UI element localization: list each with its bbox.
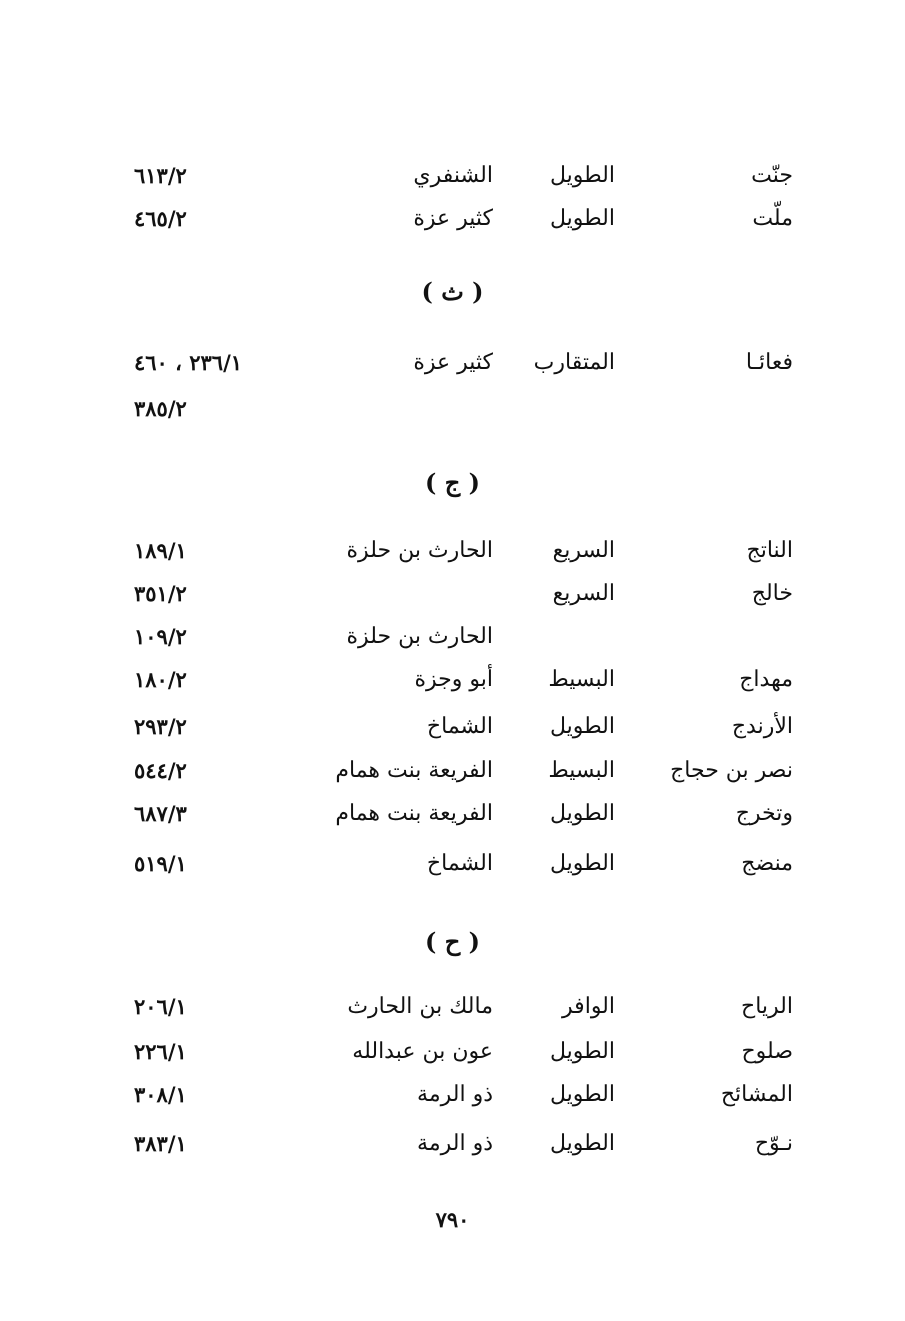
meter-name: الطويل [549, 163, 615, 188]
page-reference: ٢٣٦/١ ، ٤٦٠ [134, 350, 243, 375]
poet-name: ذو الرمة [417, 1082, 493, 1107]
index-row [0, 794, 905, 834]
meter-name: الطويل [549, 1131, 615, 1156]
meter-name: المتقارب [533, 350, 615, 375]
poet-name: أبو وجزة [414, 667, 493, 692]
meter-name: السريع [552, 538, 615, 563]
index-row [0, 987, 905, 1027]
index-row [0, 844, 905, 884]
rhyme-word: الرياح [741, 994, 793, 1019]
page-reference: ٣٨٣/١ [134, 1131, 187, 1156]
index-row [0, 1075, 905, 1115]
index-row [0, 343, 905, 383]
rhyme-word: وتخرج [735, 801, 793, 826]
page-reference: ٥٤٤/٢ [134, 758, 187, 783]
index-row [0, 1032, 905, 1072]
page-reference: ٢٩٣/٢ [134, 714, 187, 739]
page-reference: ١٨٠/٢ [134, 667, 187, 692]
rhyme-word: المشائح [720, 1082, 793, 1107]
section-heading: ( ث ) [421, 277, 484, 306]
page-reference: ٦٨٧/٣ [134, 801, 187, 826]
index-row [0, 531, 905, 571]
rhyme-word: فعائـا [745, 350, 793, 375]
page-reference: ٥١٩/١ [134, 851, 187, 876]
index-row [0, 1124, 905, 1164]
poet-name: الحارث بن حلزة [346, 538, 493, 563]
poet-name: الشماخ [426, 851, 493, 876]
section-heading: ( ح ) [425, 927, 480, 956]
meter-name: الطويل [549, 801, 615, 826]
page-reference: ٢٠٦/١ [134, 994, 187, 1019]
rhyme-word: جنّت [751, 163, 793, 188]
page-reference: ٢٢٦/١ [134, 1039, 187, 1064]
index-row [0, 199, 905, 239]
poet-name: كثير عزة [413, 206, 493, 231]
meter-name: السريع [552, 581, 615, 606]
page-reference: ٣٥١/٢ [134, 581, 187, 606]
rhyme-word: نـوّح [754, 1131, 793, 1156]
page-number: ٧٩٠ [435, 1207, 470, 1232]
page-reference: ٣٠٨/١ [134, 1082, 187, 1107]
meter-name: الطويل [549, 1082, 615, 1107]
poet-name: ذو الرمة [417, 1131, 493, 1156]
page-reference: ١٨٩/١ [134, 538, 187, 563]
page-reference: ٦١٣/٢ [134, 163, 187, 188]
index-row [0, 156, 905, 196]
index-row [0, 660, 905, 700]
poet-name: الفريعة بنت همام [335, 758, 493, 783]
poet-name: مالك بن الحارث [347, 994, 493, 1019]
meter-name: البسيط [548, 667, 615, 692]
meter-name: الطويل [549, 1039, 615, 1064]
poet-name: عون بن عبدالله [352, 1039, 493, 1064]
poet-name: الحارث بن حلزة [346, 624, 493, 649]
rhyme-word: صلوح [741, 1039, 793, 1064]
rhyme-word: مهداج [739, 667, 793, 692]
meter-name: الطويل [549, 714, 615, 739]
page-reference: ٣٨٥/٢ [134, 396, 187, 421]
poet-name: الفريعة بنت همام [335, 801, 493, 826]
index-row [0, 574, 905, 614]
poet-name: الشماخ [426, 714, 493, 739]
meter-name: الطويل [549, 851, 615, 876]
meter-name: البسيط [548, 758, 615, 783]
poet-name: كثير عزة [413, 350, 493, 375]
meter-name: الوافر [562, 994, 615, 1019]
index-row [0, 617, 905, 657]
rhyme-word: نصر بن حجاج [670, 758, 793, 783]
page-reference: ٤٦٥/٢ [134, 206, 187, 231]
rhyme-word: الناتج [746, 538, 793, 563]
index-row [0, 751, 905, 791]
page-reference: ١٠٩/٢ [134, 624, 187, 649]
rhyme-word: منضج [741, 851, 793, 876]
meter-name: الطويل [549, 206, 615, 231]
poet-name: الشنفري [413, 163, 493, 188]
rhyme-word: الأرندج [731, 714, 793, 739]
rhyme-word: خالج [751, 581, 793, 606]
index-row [0, 389, 905, 429]
rhyme-word: ملّت [752, 206, 793, 231]
section-heading: ( ج ) [425, 468, 480, 497]
index-row [0, 707, 905, 747]
